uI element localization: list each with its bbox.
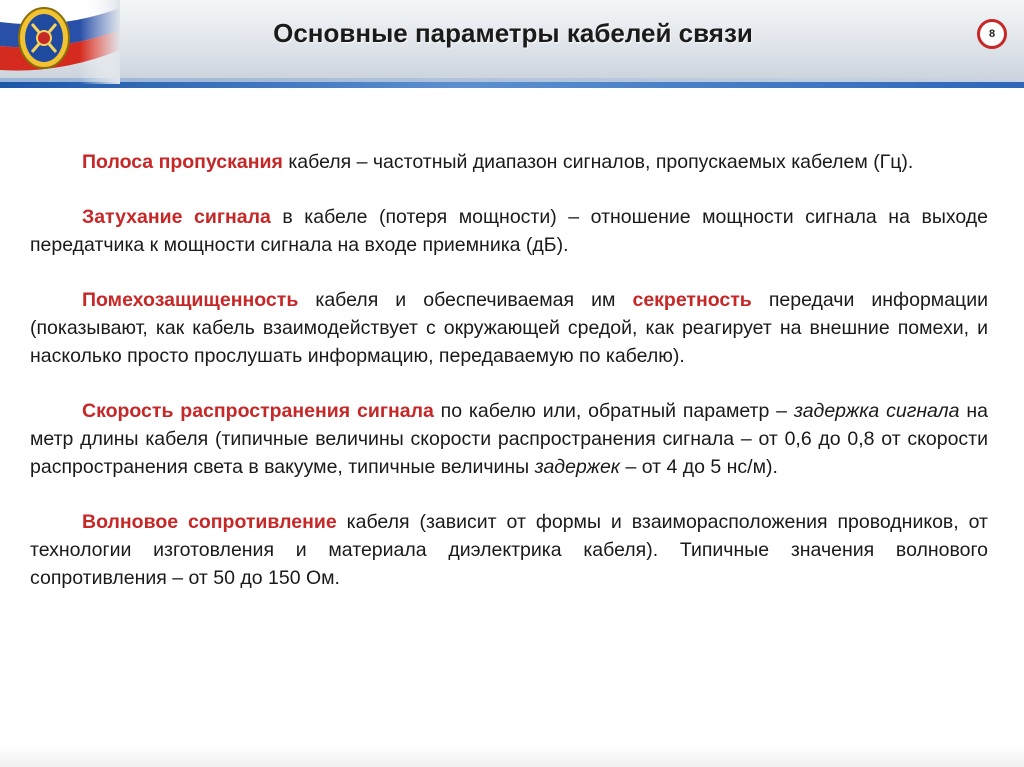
paragraph-text: кабеля и обеспечиваемая им — [298, 289, 633, 311]
paragraph-text: – от 4 до 5 нс/м). — [620, 456, 778, 478]
paragraph-impedance — [30, 508, 988, 592]
term-secrecy: секретность — [632, 289, 752, 311]
paragraph-text: по кабелю или, обратный параметр – — [433, 400, 794, 422]
term-signal-delay: задержка сигнала — [793, 400, 960, 422]
content-body — [30, 148, 988, 619]
page-number-badge: 8 — [977, 19, 1007, 49]
term-bandwidth: Полоса пропускания — [82, 151, 283, 173]
paragraph-text: передачи информации (показывают, как кабель взаимодействует с окружающей средой, как реагирует на внешние помехи, и насколько просто прослушать информацию, передаваемую по кабелю). — [30, 289, 988, 367]
term-attenuation: Затухание сигнала — [82, 206, 271, 228]
term-propagation-speed: Скорость распространения сигнала — [82, 400, 434, 422]
paragraph-text: в кабеле (потеря мощности) – отношение мощности сигнала на выходе передатчика к мощности сигнала на входе приемника (дБ). — [30, 206, 989, 256]
flag-emblem-logo — [0, 0, 120, 84]
paragraph-noise-immunity — [30, 286, 988, 370]
term-impedance: Волновое сопротивление — [82, 511, 337, 533]
slide-bottom-shadow — [0, 745, 1024, 767]
paragraph-attenuation — [30, 203, 988, 259]
term-delays: задержек — [534, 456, 621, 478]
paragraph-text: кабеля – частотный диапазон сигналов, пропускаемых кабелем (Гц). — [282, 151, 914, 173]
paragraph-bandwidth — [30, 148, 988, 176]
page-title: Основные параметры кабелей связи — [273, 18, 753, 48]
emblem-icon — [19, 8, 69, 68]
header-stripe — [0, 82, 1024, 88]
paragraph-text: кабеля (зависит от формы и взаиморасположения проводников, от технологии изготовления и материала диэлектрика кабеля). Типичные значения волнового сопротивления – от 50 до 150 Ом. — [30, 511, 988, 589]
paragraph-propagation-speed — [30, 397, 988, 481]
paragraph-text: на метр длины кабеля (типичные величины скорости распространения сигнала – от 0,6 до 0,8 от скорости распространения света в вакууме, типичные величины — [30, 400, 988, 478]
term-noise-immunity: Помехозащищенность — [82, 289, 299, 311]
